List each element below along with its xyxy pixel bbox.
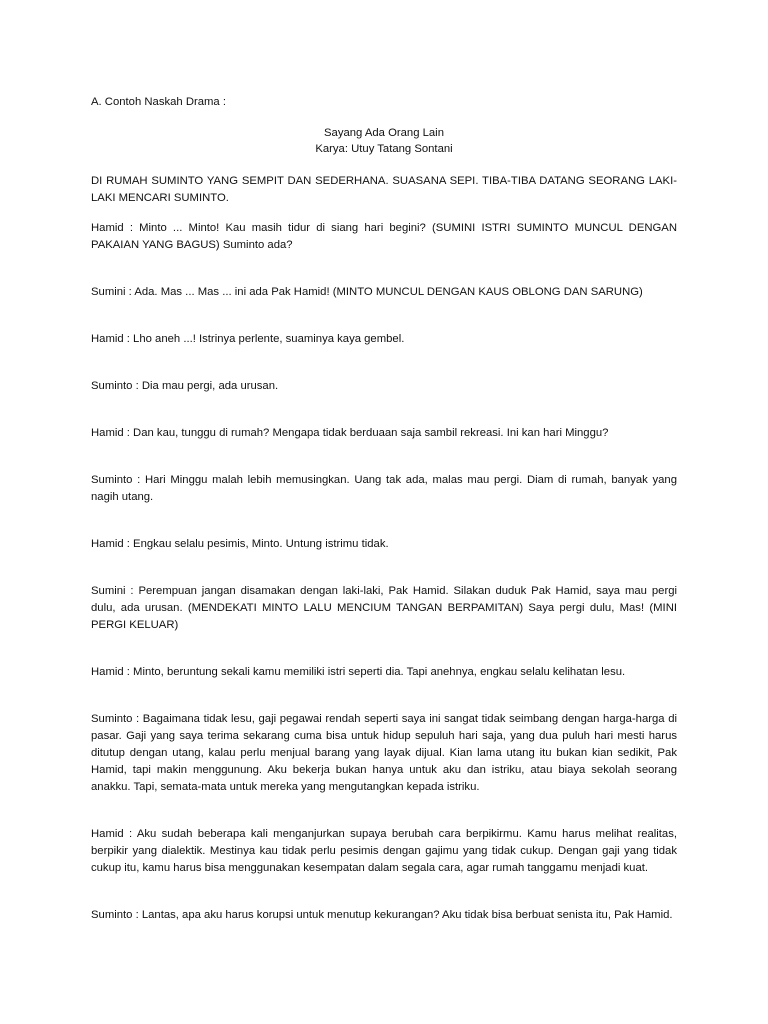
dialogue-line: Suminto : Hari Minggu malah lebih memusingkan. Uang tak ada, malas mau pergi. Diam di rumah, banyak yang nagih utang. [91,474,677,503]
section-heading: A. Contoh Naskah Drama : [91,96,226,108]
stage-direction: DI RUMAH SUMINTO YANG SEMPIT DAN SEDERHANA. SUASANA SEPI. TIBA-TIBA DATANG SEORANG LAKI-LAKI MENCARI SUMINTO. [91,175,677,204]
dialogue-line: Hamid : Minto, beruntung sekali kamu memiliki istri seperti dia. Tapi anehnya, engkau selalu kelihatan lesu. [91,666,626,678]
dialogue-line: Suminto : Lantas, apa aku harus korupsi untuk menutup kekurangan? Aku tidak bisa berbuat senista itu, Pak Hamid. [91,909,673,921]
dialogue-line: Hamid : Aku sudah beberapa kali menganjurkan supaya berubah cara berpikirmu. Kamu harus melihat realitas, berpikir yang dialektik. Mestinya kau tidak perlu pesimis dengan gajimu yang tidak cukup. Dengan gaji yang tidak cukup itu, kamu harus bisa menggunakan kesempatan dalam segala cara, agar rumah tanggamu menjadi kuat. [91,828,677,874]
dialogue-line: Hamid : Lho aneh ...! Istrinya perlente, suaminya kaya gembel. [91,333,405,345]
title-block [91,125,677,157]
dialogue-line: Hamid : Dan kau, tunggu di rumah? Mengapa tidak berduaan saja sambil rekreasi. Ini kan hari Minggu? [91,427,609,439]
dialogue-line: Suminto : Dia mau pergi, ada urusan. [91,380,279,392]
dialogue-line: Sumini : Perempuan jangan disamakan dengan laki-laki, Pak Hamid. Silakan duduk Pak Hamid, saya mau pergi dulu, ada urusan. (MENDEKATI MINTO LALU MENCIUM TANGAN BERPAMITAN) Saya pergi dulu, Mas! (MINI PERGI KELUAR) [91,585,677,631]
dialogue-line: Suminto : Bagaimana tidak lesu, gaji pegawai rendah seperti saya ini sangat tidak seimbang dengan harga-harga di pasar. Gaji yang saya terima sekarang cuma bisa untuk hidup sepuluh hari saja, yang dua puluh hari mesti harus ditutup dengan utang, kalau perlu menjual barang yang layak dijual. Kian lama utang itu bukan kian sedikit, Pak Hamid, tapi makin menggunung. Aku bekerja bukan hanya untuk aku dan istriku, atau biaya sekolah seorang anakku. Tapi, semata-mata untuk mereka yang mengutangkan kepada istriku. [91,713,677,793]
drama-author: Karya: Utuy Tatang Sontani [315,143,453,155]
dialogue-line: Sumini : Ada. Mas ... Mas ... ini ada Pak Hamid! (MINTO MUNCUL DENGAN KAUS OBLONG DAN SARUNG) [91,286,643,298]
dialogue-line: Hamid : Engkau selalu pesimis, Minto. Untung istrimu tidak. [91,538,389,550]
drama-title: Sayang Ada Orang Lain [324,127,444,139]
dialogue-line: Hamid : Minto ... Minto! Kau masih tidur di siang hari begini? (SUMINI ISTRI SUMINTO MUNCUL DENGAN PAKAIAN YANG BAGUS) Suminto ada? [91,222,677,251]
